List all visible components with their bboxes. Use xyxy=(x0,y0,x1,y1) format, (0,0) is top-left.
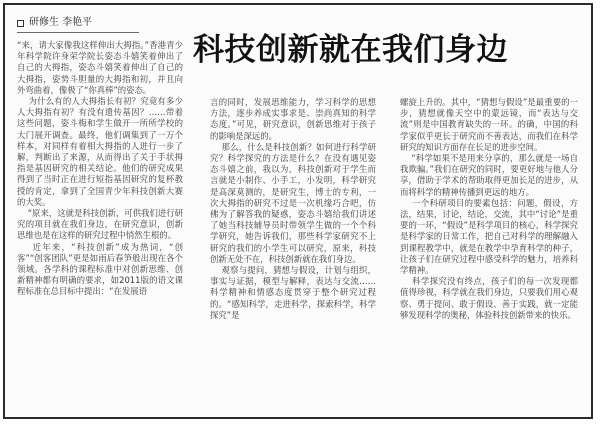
article-column-3: 螺旋上升的。其中，“猜想与假设”是最重要的一步，猜想就像天空中的蒙远镜，而“表达与交流”则是中国教育缺失的一环。的确，中国的科学家似乎更长于研究而不善表达，而我们在科学研究的知识方面存在长足的进步空间。 “科学如果不是用来分享的，那么就是一场自我欺骗。”我们在研究的同时，要更好地与他人分享，借助于学术的帮助取得更加长足的进步，从而将科学的精神传播到更远的地方。 一个科研项目的要素包括：问题，假设，方法，结果，讨论，结论，交流，其中“讨论”是重要的一环，“假设”是科学项目的核心，科学探究是科学家的日常工作，把自己对科学的理解融入到课程教学中，就是在教学中孕育科学的种子，让孩子们在研究过程中感受科学的魅力，培养科学精神。 科学探究没有终点，孩子们的每一次发现都值得珍视，科学就在我们身边，只要我们用心观察、勇于提问、敢于假设、善于实践，就一定能够发现科学的奥秘，体验科技创新带来的快乐。 xyxy=(400,97,578,320)
article-column-1: “来，请大家像我这样伸出大拇指。”香港青少年科学院许身荣学院长姿态斗嬉笑着伸出了自己的大拇指，姿态斗嬉笑着伸出了自己的大拇指，姿势斗胆量的大拇指和初，并且向外弯曲着，像极了“你真棒”的姿态。 为什么有的人大拇指长有初？究竟有多少人大拇指有初？有没有遗传基因？……带着这些问题，姿斗梅和学生做开一所所学校的大门展开调查。最终，他们调集到了一万个样本，对同样有着相大拇指的人进行一步了解，判断出了来源，从而得出了关于手状拇指是基因研究的相关结论。他们的研究成果得到了当时正在进行短指基因研究的复杯教授的肯定，拿到了全国青少年科技创新大赛的大奖。 “原来，这就是科技创新，可供我们进行研究的项目就在我们身边，在研究意识，创新思维也是在这样的研究过程中悄然生根的。 近年来，“科技创新”成为热词，“创客”“创客团队”更是如雨后春笋般出现在各个领域。各学科的课程标准中对创新思维、创新精神都有明确的要求，如2011版的语文课程标准在总目标中提出：“在发展语 xyxy=(17,40,183,297)
article-column-2: 言的同时，发展思维能力，学习科学的思想方法，逐步养成实事求是、崇尚真知的科学态度。”可见，研究意识，创新思维对于孩子的影响是深远的。 那么，什么是科技创新？如何进行科学研究？科学探究的方法是什么？在没有遇见姿态斗嬉之前，我以为，科技创新对于学生而言就是小制作、小手工，小发明，科学研究是高深莫测的，是研究生，博士的专利，一次大拇指的研究不过是一次机缘巧合吧，仿佛为了解答我的疑惑，姿态斗嬉给我们讲述了她当科技辅导员时带领学生做的一个个科学研究，她告诉我们，那些科学家研究不上研究的我们的小学生可以研究，原来，科技创新无处不在，科技创新就在我们身边。 观察与提问，猜想与假设，计划与组织，事实与证据，模型与解释，表达与交流……科学精神和情感态度贯穿于整个研究过程的。“感知科学，走进科学，探索科学，科学探究”是 xyxy=(210,97,376,320)
newspaper-clipping xyxy=(3,3,593,419)
byline xyxy=(17,16,139,30)
article-title: 科技创新就在我们身边 xyxy=(193,32,508,68)
square-bullet-icon xyxy=(17,20,24,27)
byline-text: 研修生 李艳平 xyxy=(29,17,93,28)
byline-rule xyxy=(17,32,139,33)
